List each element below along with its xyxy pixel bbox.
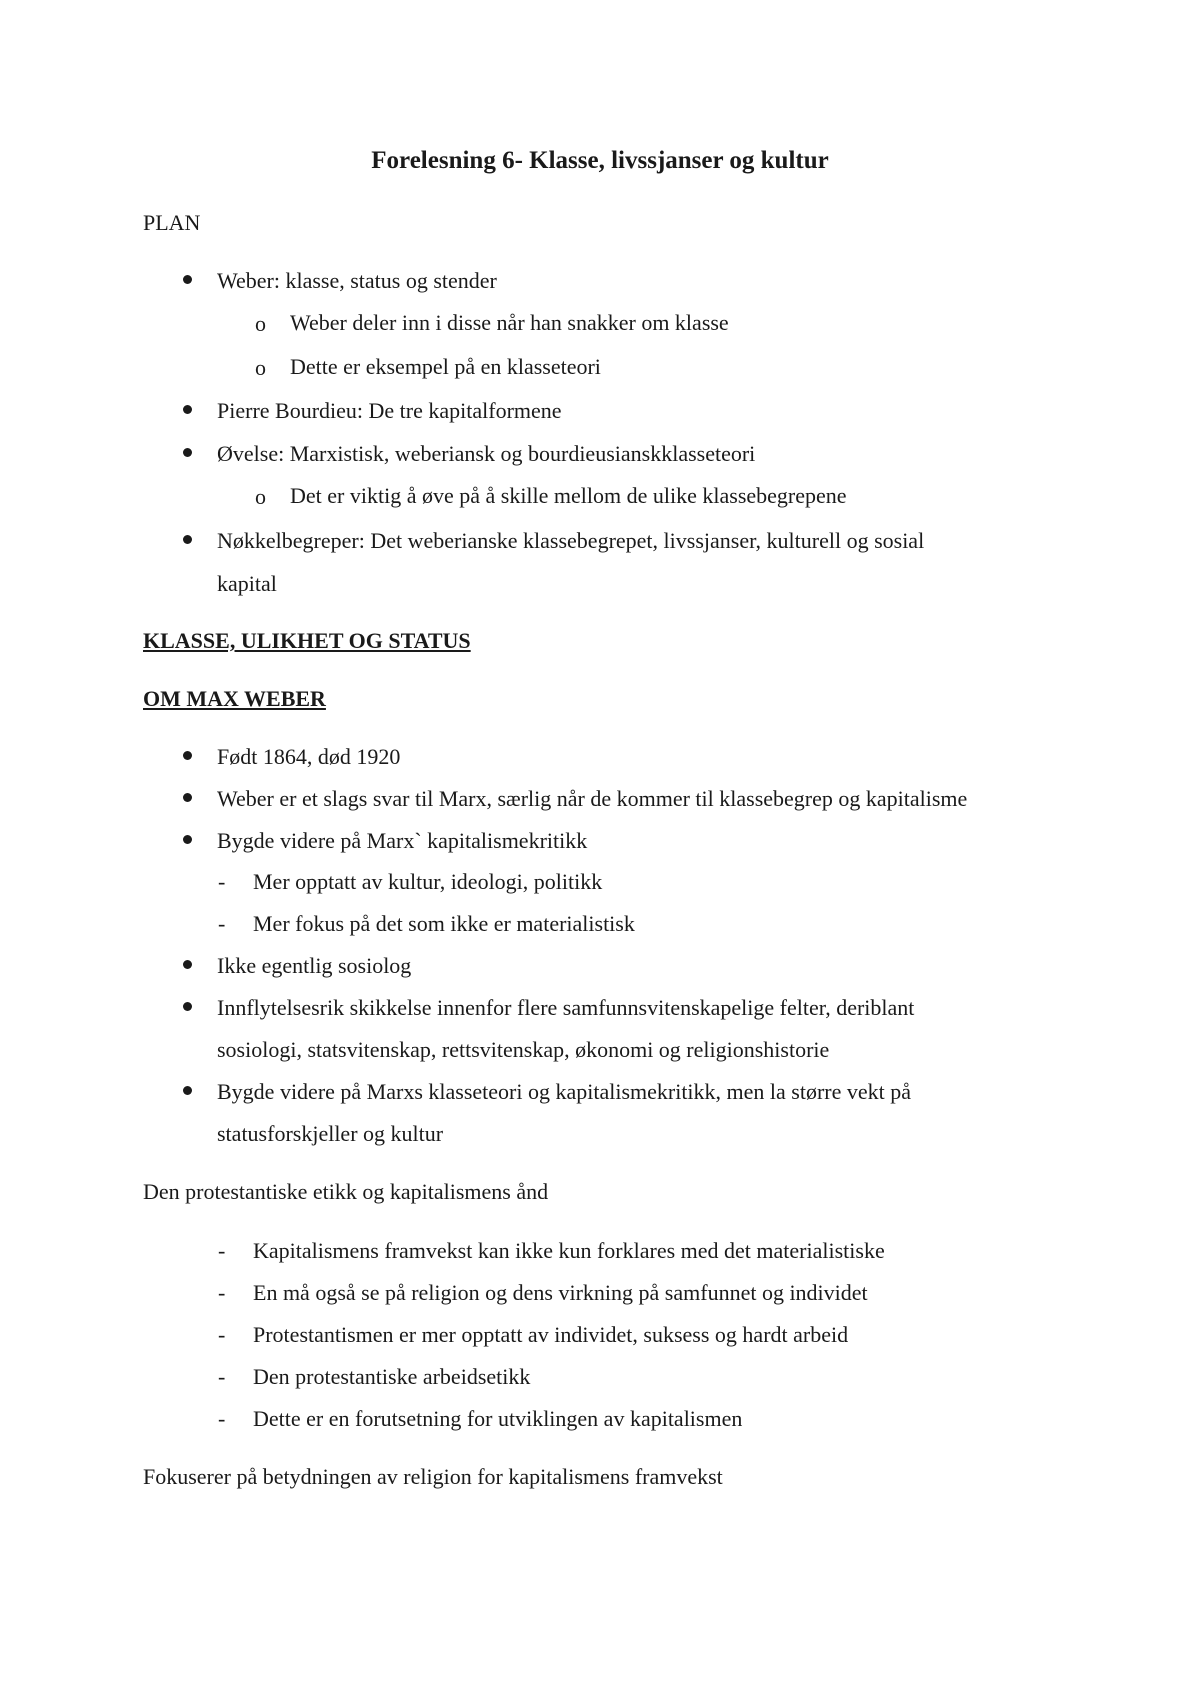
protestant-item: Den protestantiske arbeidsetikk <box>253 1364 531 1389</box>
dash-icon: - <box>218 1322 226 1347</box>
bullet-icon <box>183 275 192 284</box>
protestant-item: Kapitalismens framvekst kan ikke kun forklares med det materialistiske <box>253 1238 885 1263</box>
dash-icon: - <box>218 869 226 894</box>
bullet-icon <box>183 751 192 760</box>
bullet-icon <box>183 405 192 414</box>
weber-item: Bygde videre på Marxs klasseteori og kapitalismekritikk, men la større vekt på <box>217 1079 912 1104</box>
bullet-icon <box>183 448 192 457</box>
sub-bullet-icon: o <box>255 311 266 336</box>
bullet-icon <box>183 1086 192 1095</box>
plan-item: Weber: klasse, status og stender <box>217 268 497 293</box>
weber-subitem: Mer opptatt av kultur, ideologi, politikk <box>253 869 603 894</box>
plan-subitem: Det er viktig å øve på å skille mellom de ulike klassebegrepene <box>290 483 847 508</box>
weber-subitem: Mer fokus på det som ikke er materialistisk <box>253 911 635 936</box>
bullet-icon <box>183 960 192 969</box>
weber-item: Født 1864, død 1920 <box>217 744 401 769</box>
protestant-item: En må også se på religion og dens virkning på samfunnet og individet <box>253 1280 868 1305</box>
bullet-icon <box>183 535 192 544</box>
paragraph: Den protestantiske etikk og kapitalismens ånd <box>143 1179 549 1204</box>
dash-icon: - <box>218 1280 226 1305</box>
protestant-item: Dette er en forutsetning for utviklingen av kapitalismen <box>253 1406 743 1431</box>
page-title: Forelesning 6- Klasse, livssjanser og kultur <box>371 147 829 174</box>
weber-item-continuation: statusforskjeller og kultur <box>217 1121 444 1146</box>
plan-item-continuation: kapital <box>217 571 277 596</box>
weber-item: Weber er et slags svar til Marx, særlig når de kommer til klassebegrep og kapitalisme <box>217 786 968 811</box>
section-heading: OM MAX WEBER <box>143 686 326 711</box>
plan-label: PLAN <box>143 210 201 235</box>
plan-item: Øvelse: Marxistisk, weberiansk og bourdieusianskklasseteori <box>217 441 756 466</box>
weber-item-continuation: sosiologi, statsvitenskap, rettsvitenskap, økonomi og religionshistorie <box>217 1037 830 1062</box>
dash-icon: - <box>218 911 226 936</box>
weber-item: Innflytelsesrik skikkelse innenfor flere samfunnsvitenskapelige felter, deriblant <box>217 995 915 1020</box>
dash-icon: - <box>218 1364 226 1389</box>
dash-icon: - <box>218 1238 226 1263</box>
plan-subitem: Dette er eksempel på en klasseteori <box>290 354 601 379</box>
bullet-icon <box>183 1002 192 1011</box>
protestant-item: Protestantismen er mer opptatt av individet, suksess og hardt arbeid <box>253 1322 849 1347</box>
bullet-icon <box>183 835 192 844</box>
plan-item: Nøkkelbegreper: Det weberianske klassebegrepet, livssjanser, kulturell og sosial <box>217 528 925 553</box>
bullet-icon <box>183 793 192 802</box>
sub-bullet-icon: o <box>255 355 266 380</box>
weber-item: Bygde videre på Marx` kapitalismekritikk <box>217 828 588 853</box>
weber-item: Ikke egentlig sosiolog <box>217 953 412 978</box>
paragraph: Fokuserer på betydningen av religion for kapitalismens framvekst <box>143 1464 723 1489</box>
sub-bullet-icon: o <box>255 484 266 509</box>
section-heading: KLASSE, ULIKHET OG STATUS <box>143 628 471 653</box>
dash-icon: - <box>218 1406 226 1431</box>
plan-subitem: Weber deler inn i disse når han snakker om klasse <box>290 310 729 335</box>
plan-item: Pierre Bourdieu: De tre kapitalformene <box>217 398 562 423</box>
